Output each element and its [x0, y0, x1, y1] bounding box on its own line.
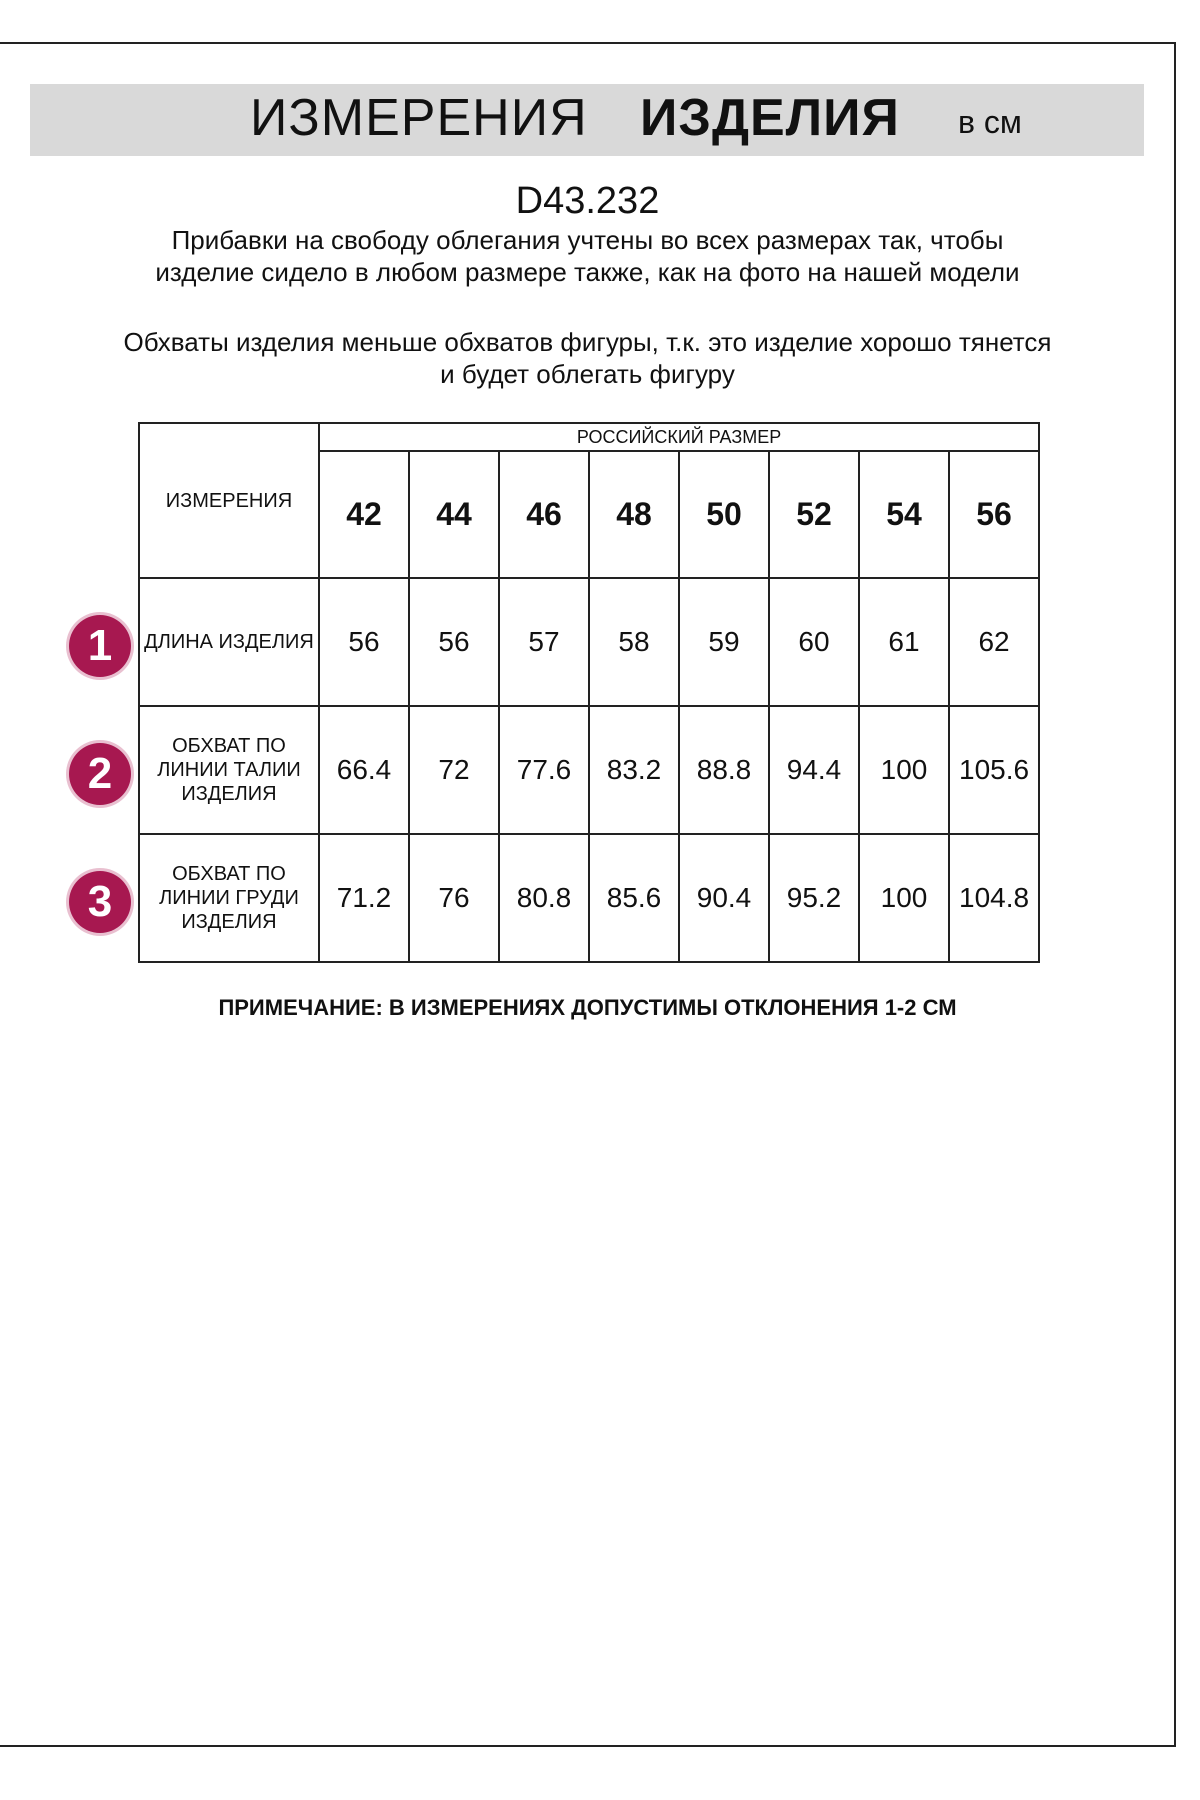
row-label-waist: ОБХВАТ ПО ЛИНИИ ТАЛИИ ИЗДЕЛИЯ — [139, 706, 319, 834]
table-cell: 72 — [409, 706, 499, 834]
number-badge-2: 2 — [69, 743, 131, 805]
table-cell: 105.6 — [949, 706, 1039, 834]
table-cell: 90.4 — [679, 834, 769, 962]
table-cell: 61 — [859, 578, 949, 706]
table-cell: 60 — [769, 578, 859, 706]
table-cell: 56 — [409, 578, 499, 706]
title-measurements: ИЗМЕРЕНИЯ — [250, 89, 588, 147]
measurements-header: ИЗМЕРЕНИЯ — [139, 423, 319, 578]
table-cell: 95.2 — [769, 834, 859, 962]
table-cell: 59 — [679, 578, 769, 706]
size-header: 42 — [319, 451, 409, 578]
size-table — [138, 422, 1040, 963]
size-header: 54 — [859, 451, 949, 578]
article-number: D43.232 — [515, 180, 660, 222]
table-cell: 66.4 — [319, 706, 409, 834]
size-header: 48 — [589, 451, 679, 578]
table-cell: 94.4 — [769, 706, 859, 834]
table-cell: 71.2 — [319, 834, 409, 962]
table-row — [139, 706, 1039, 834]
stretch-note: Обхваты изделия меньше обхватов фигуры, т.к. это изделие хорошо тянется и будет облегать фигуру — [123, 327, 1052, 389]
number-badge-1: 1 — [69, 615, 131, 677]
table-cell: 56 — [319, 578, 409, 706]
row-label-chest: ОБХВАТ ПО ЛИНИИ ГРУДИ ИЗДЕЛИЯ — [139, 834, 319, 962]
table-cell: 100 — [859, 706, 949, 834]
tolerance-footnote: ПРИМЕЧАНИЕ: В ИЗМЕРЕНИЯХ ДОПУСТИМЫ ОТКЛОНЕНИЯ 1-2 СМ — [218, 995, 957, 1020]
table-row — [139, 834, 1039, 962]
table-cell: 80.8 — [499, 834, 589, 962]
table-cell: 85.6 — [589, 834, 679, 962]
number-badge-3: 3 — [69, 871, 131, 933]
title-product: ИЗДЕЛИЯ — [640, 89, 900, 147]
table-cell: 77.6 — [499, 706, 589, 834]
table-cell: 76 — [409, 834, 499, 962]
size-header: 56 — [949, 451, 1039, 578]
size-header: 50 — [679, 451, 769, 578]
table-row — [139, 578, 1039, 706]
row-label-length: ДЛИНА ИЗДЕЛИЯ — [139, 578, 319, 706]
table-cell: 58 — [589, 578, 679, 706]
size-header: 46 — [499, 451, 589, 578]
size-group-header: РОССИЙСКИЙ РАЗМЕР — [319, 423, 1039, 451]
table-cell: 104.8 — [949, 834, 1039, 962]
fit-note: Прибавки на свободу облегания учтены во всех размерах так, чтобы изделие сидело в любом размере также, как на фото на нашей модели — [155, 225, 1020, 287]
table-cell: 83.2 — [589, 706, 679, 834]
size-header: 52 — [769, 451, 859, 578]
size-header: 44 — [409, 451, 499, 578]
table-cell: 88.8 — [679, 706, 769, 834]
table-cell: 57 — [499, 578, 589, 706]
title-unit: в см — [958, 104, 1022, 140]
table-cell: 62 — [949, 578, 1039, 706]
table-cell: 100 — [859, 834, 949, 962]
